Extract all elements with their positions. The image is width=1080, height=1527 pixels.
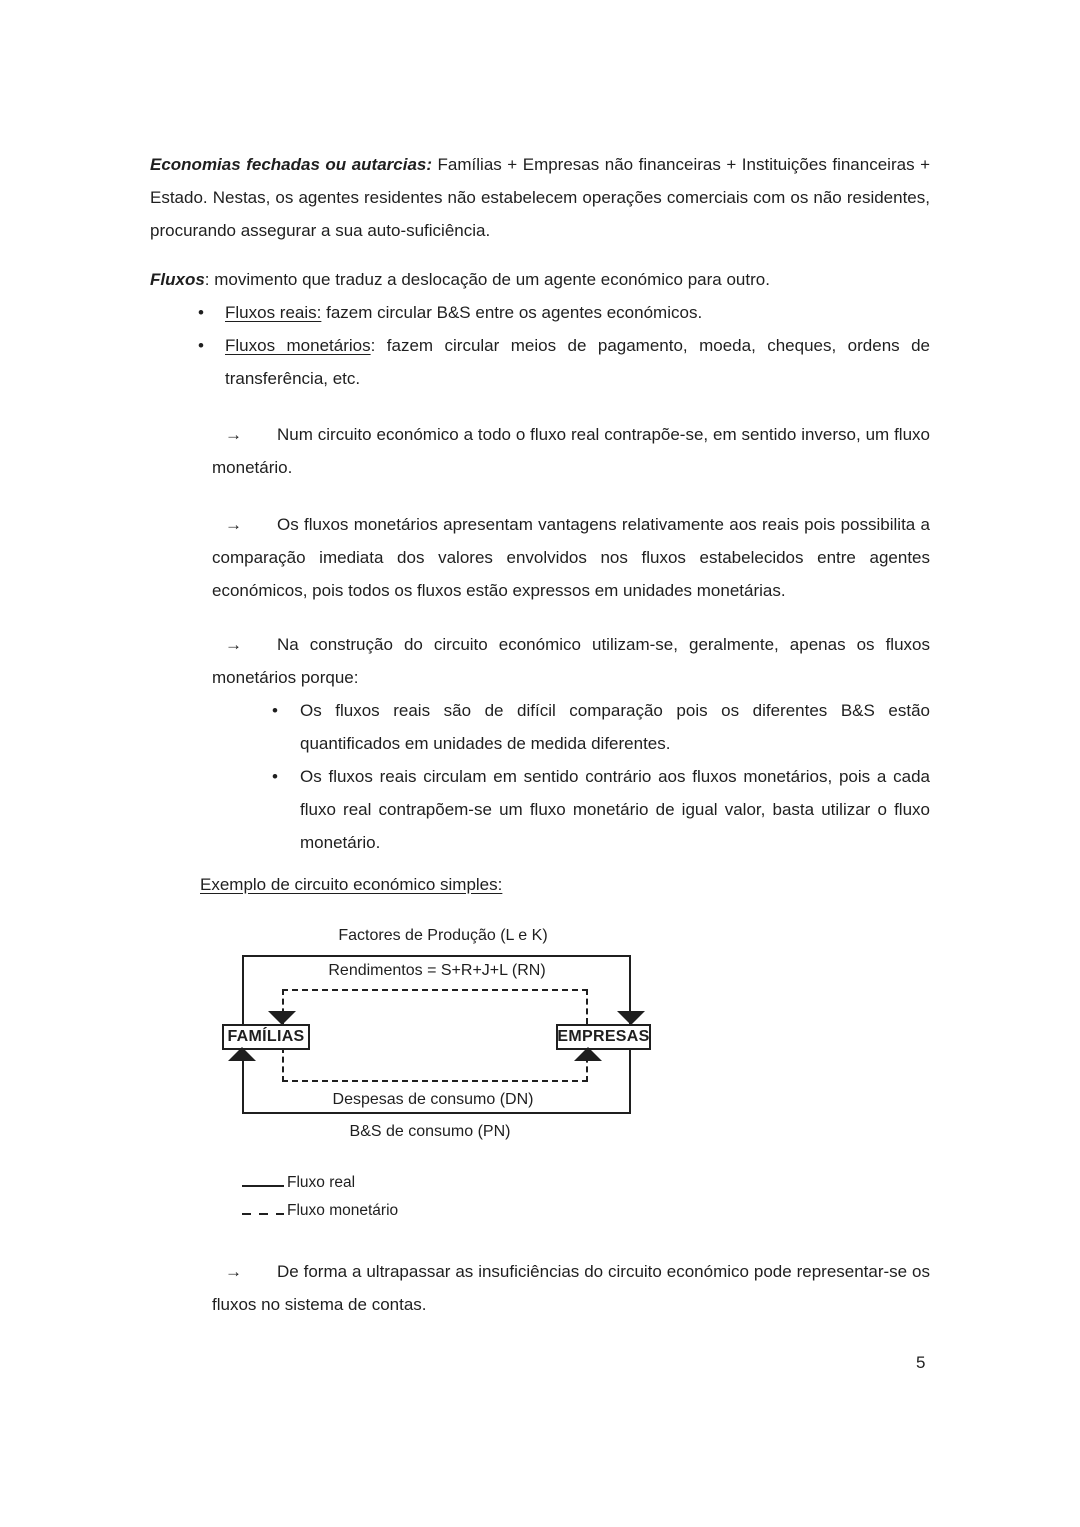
bullet-body-text: fazem circular B&S entre os agentes económicos. bbox=[321, 303, 703, 322]
paragraph-fluxos bbox=[150, 263, 930, 296]
families-box: FAMÍLIAS bbox=[222, 1024, 310, 1050]
arrowhead-up-into-families-icon bbox=[228, 1047, 256, 1061]
diagram-label-rendimentos: Rendimentos = S+R+J+L (RN) bbox=[328, 962, 546, 979]
right-arrow-icon: → bbox=[225, 635, 242, 654]
paragraph-economias-fechadas bbox=[150, 148, 930, 247]
bullet-icon: • bbox=[198, 336, 204, 355]
diagram-label-despesas-consumo: Despesas de consumo (DN) bbox=[332, 1091, 534, 1108]
legend-label-fluxo-real: Fluxo real bbox=[287, 1174, 356, 1191]
sub-bullet-dificil-comparacao bbox=[272, 694, 930, 760]
legend-label-fluxo-monetario: Fluxo monetário bbox=[287, 1202, 399, 1219]
sub-bullet-text: Os fluxos reais são de difícil comparação pois os diferentes B&S estão quantificados em unidades de medida diferentes. bbox=[300, 701, 930, 753]
sub-bullet-sentido-contrario bbox=[272, 760, 930, 859]
diagram-label-bs-consumo: B&S de consumo (PN) bbox=[349, 1123, 511, 1140]
monetary-flow-loop-border bbox=[282, 989, 588, 1082]
arrow-paragraph-vantagens bbox=[212, 508, 930, 607]
example-heading-text: Exemplo de circuito económico simples: bbox=[200, 875, 503, 894]
arrow-paragraph-construcao bbox=[212, 628, 930, 694]
arrow-paragraph-text: Na construção do circuito económico utilizam-se, geralmente, apenas os fluxos monetários porque: bbox=[212, 635, 930, 687]
sub-bullet-text: Os fluxos reais circulam em sentido contrário aos fluxos monetários, pois a cada fluxo real contrapõem-se um fluxo monetário de igual valor, basta utilizar o fluxo monetário. bbox=[300, 767, 930, 852]
arrowhead-down-into-companies-icon bbox=[617, 1011, 645, 1025]
bullet-text bbox=[225, 329, 930, 395]
arrow-paragraph-circuito bbox=[212, 418, 930, 484]
arrow-paragraph-text: De forma a ultrapassar as insuficiências do circuito económico pode representar-se os fluxos no sistema de contas. bbox=[212, 1262, 930, 1314]
paragraph-body-text: : movimento que traduz a deslocação de um agente económico para outro. bbox=[204, 270, 770, 289]
arrow-paragraph-text: Os fluxos monetários apresentam vantagens relativamente aos reais pois possibilita a comparação imediata dos valores envolvidos nos fluxos estabelecidos entre agentes económicos, pois todos os fluxos estão expressos em unidades monetárias. bbox=[212, 515, 930, 600]
diagram-label-factores-producao: Factores de Produção (L e K) bbox=[338, 927, 548, 944]
arrow-paragraph-text: Num circuito económico a todo o fluxo real contrapõe-se, em sentido inverso, um fluxo monetário. bbox=[212, 425, 930, 477]
bullet-lead-underlined: Fluxos monetários bbox=[225, 336, 371, 355]
page-number: 5 bbox=[916, 1353, 926, 1372]
document-content bbox=[150, 148, 930, 1321]
companies-box: EMPRESAS bbox=[556, 1024, 651, 1050]
right-arrow-icon: → bbox=[225, 1262, 242, 1281]
legend-solid-line-sample bbox=[242, 1185, 284, 1187]
bullet-icon: • bbox=[198, 303, 204, 322]
paragraph-body-text: Famílias + Empresas não financeiras + Instituições financeiras + Estado. Nestas, os agentes residentes não estabelecem operações comerciais com os não residentes, procurando assegurar a sua auto-suficiência. bbox=[150, 155, 931, 240]
bullet-icon: • bbox=[272, 701, 278, 720]
bullet-body-text: : fazem circular meios de pagamento, moeda, cheques, ordens de transferência, etc. bbox=[225, 336, 930, 388]
right-arrow-icon: → bbox=[225, 515, 242, 534]
arrowhead-up-into-companies-icon bbox=[574, 1047, 602, 1061]
example-heading bbox=[200, 868, 930, 901]
legend-dashed-line-sample bbox=[242, 1213, 284, 1215]
bullet-text bbox=[225, 296, 930, 329]
bullet-lead-underlined: Fluxos reais: bbox=[225, 303, 322, 322]
paragraph-lead-bold-italic: Fluxos bbox=[150, 270, 205, 289]
bullet-icon: • bbox=[272, 767, 278, 786]
right-arrow-icon: → bbox=[225, 425, 242, 444]
paragraph-lead-bold-italic: Economias fechadas ou autarcias: bbox=[150, 155, 433, 174]
arrowhead-down-into-families-icon bbox=[268, 1011, 296, 1025]
economic-circuit-diagram bbox=[150, 922, 930, 1242]
bullet-fluxos-reais bbox=[198, 296, 930, 329]
bullet-fluxos-monetarios bbox=[198, 329, 930, 395]
arrow-paragraph-insuficiencias bbox=[212, 1255, 930, 1321]
